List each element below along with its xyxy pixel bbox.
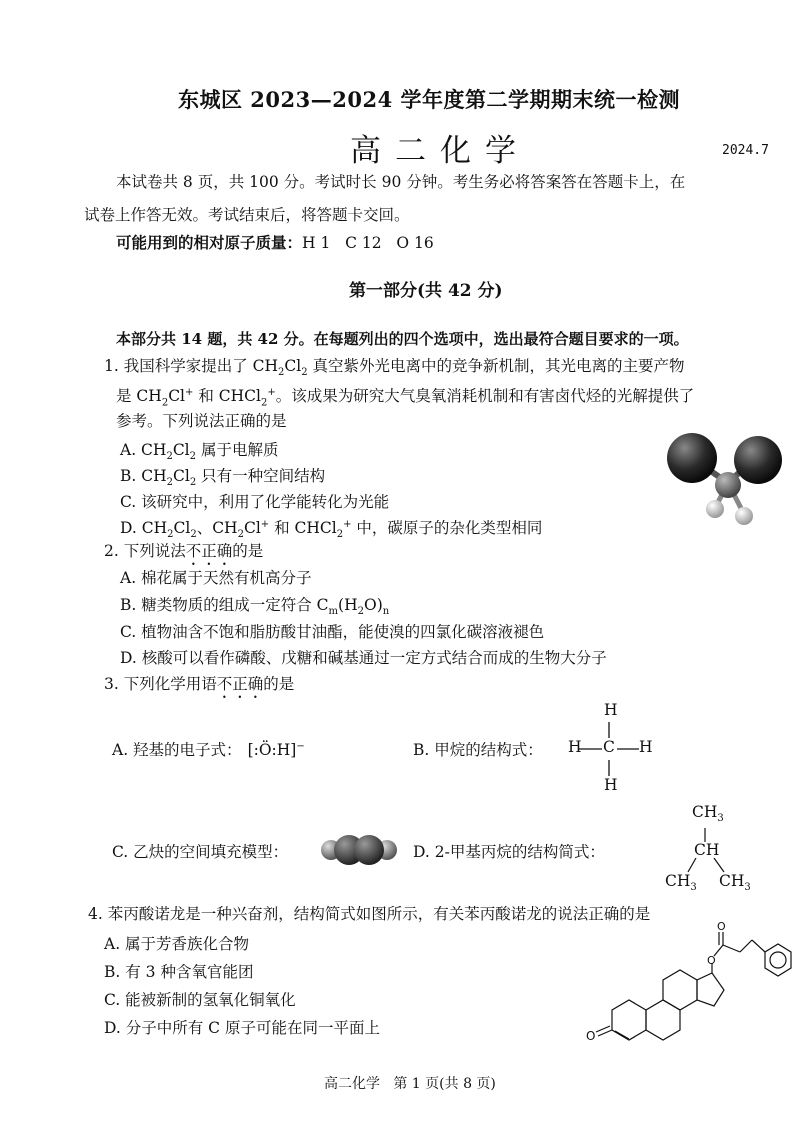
q4-option-b[interactable]: B. 有 3 种含氧官能团: [104, 963, 254, 981]
q2-option-c[interactable]: C. 植物油含不饱和脂肪酸甘油酯，能使溴的四氯化碳溶液褪色: [120, 623, 545, 641]
q4-option-c[interactable]: C. 能被新制的氢氧化铜氧化: [104, 991, 296, 1009]
page-footer: 高二化学 第 1 页(共 8 页): [324, 1076, 496, 1092]
section-instruction: 本部分共 14 题，共 42 分。在每题列出的四个选项中，选出最符合题目要求的一项。: [116, 330, 689, 348]
q2-stem: 2. 下列说法不正确的是: [104, 542, 264, 560]
q2-option-b[interactable]: B. 糖类物质的组成一定符合 $C_m(H_2O)_n$: [120, 596, 390, 618]
q3-option-d[interactable]: D. 2-甲基丙烷的结构简式：: [413, 843, 605, 861]
q1-stem-line-2: 是 $CH_2Cl^+$ 和 CHCl$_2$+。该成果为研究大气臭氧消耗机制和有害卤代烃的光解提供了: [116, 387, 695, 409]
methane-bonds: [566, 700, 661, 800]
q3-stem: 3. 下列化学用语不正确的是: [104, 675, 295, 693]
q4-stem: 4. 苯丙酸诺龙是一种兴奋剂，结构简式如图所示，有关苯丙酸诺龙的说法正确的是: [88, 905, 651, 923]
q3-option-b[interactable]: B. 甲烷的结构式：: [413, 741, 543, 759]
atomic-mass-label: 可能用到的相对原子质量：: [116, 233, 303, 252]
ch2cl2-ball-stick-model: [660, 428, 785, 528]
methane-h-right: H: [639, 738, 653, 756]
q3-option-a[interactable]: A. 羟基的电子式： [:Ö:H]−: [112, 740, 305, 759]
q1-option-d[interactable]: D. $CH_2Cl_2$、$CH_2Cl^+$ 和 CHCl$_2$+ 中，碳原子的杂化类型相同: [120, 518, 543, 541]
methane-h-left: H: [568, 738, 582, 756]
intro-line-1: 本试卷共 8 页，共 100 分。考试时长 90 分钟。考生务必将答案答在答题卡上，在: [116, 173, 686, 191]
atomic-mass-line: [116, 233, 434, 253]
section-title: 第一部分(共 42 分): [349, 281, 503, 301]
ester-oxygen-label: O: [707, 954, 716, 967]
acetylene-space-filling-model: [319, 832, 399, 868]
exam-title: 东城区 2023—2024 学年度第二学期期末统一检测: [178, 87, 681, 112]
isobutane-top-ch3: $CH_3$: [692, 803, 724, 825]
exam-date: 2024.7: [722, 143, 769, 158]
isobutane-center-ch: CH: [694, 841, 720, 859]
methane-c-center: C: [603, 738, 615, 756]
isobutane-left-ch3: $CH_3$: [665, 872, 697, 894]
q1-option-a[interactable]: A. $CH_2Cl_2$ 属于电解质: [120, 441, 279, 463]
hydroxyl-electron-formula: [:Ö:H]: [247, 741, 297, 759]
isobutane-right-ch3: $CH_3$: [719, 872, 751, 894]
nandrolone-phenylpropionate-structure: [580, 918, 795, 1053]
q1-stem-line-1: 1. 我国科学家提出了 $CH_2Cl_2$ 真空紫外光电离中的竞争新机制，其光电离的主要产物: [104, 357, 685, 379]
q1-option-c[interactable]: C. 该研究中，利用了化学能转化为光能: [120, 493, 390, 511]
subject-title: 高二化学: [350, 133, 530, 169]
q2-option-a[interactable]: A. 棉花属于天然有机高分子: [120, 569, 312, 587]
q1-option-b[interactable]: B. $CH_2Cl_2$ 只有一种空间结构: [120, 467, 326, 489]
ketone-oxygen-label: O: [586, 1029, 596, 1043]
q2-option-d[interactable]: D. 核酸可以看作磷酸、戊糖和碱基通过一定方式结合而成的生物大分子: [120, 649, 607, 667]
isobutane-bonds: [660, 820, 760, 880]
methane-h-top: H: [604, 701, 618, 719]
q3-option-c[interactable]: C. 乙炔的空间填充模型：: [112, 843, 289, 861]
methane-h-bottom: H: [604, 776, 618, 794]
q1-stem-line-3: 参考。下列说法正确的是: [116, 412, 287, 430]
q4-option-d[interactable]: D. 分子中所有 C 原子可能在同一平面上: [104, 1019, 380, 1037]
atomic-mass-values: H 1 C 12 O 16: [302, 234, 434, 252]
q4-option-a[interactable]: A. 属于芳香族化合物: [104, 935, 250, 953]
intro-line-2: 试卷上作答无效。考试结束后，将答题卡交回。: [84, 206, 410, 224]
carbonyl-oxygen-label: O: [717, 920, 726, 933]
